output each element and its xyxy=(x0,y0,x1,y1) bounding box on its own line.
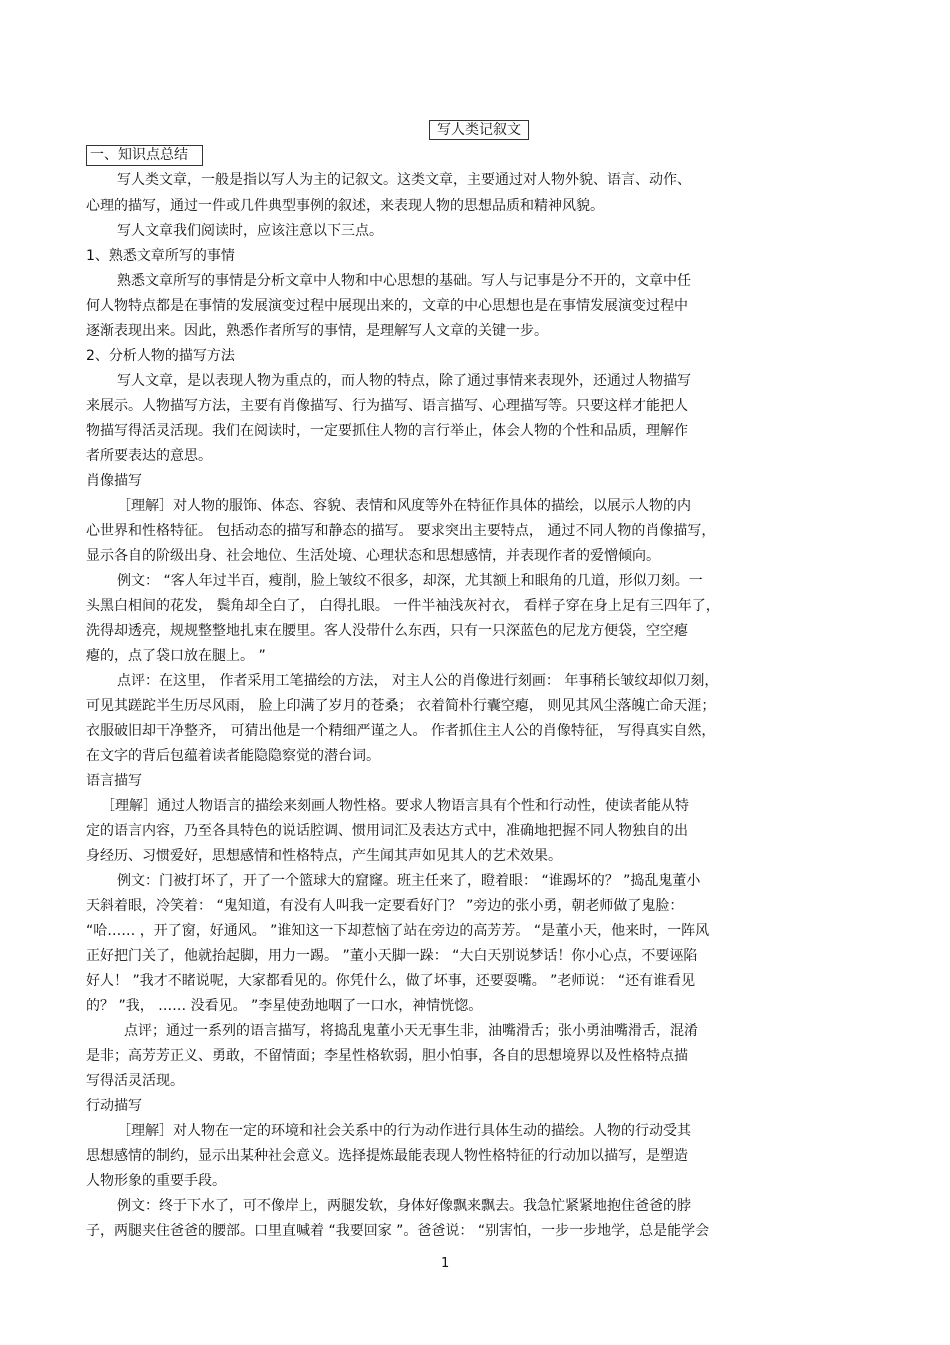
paragraph-line: 衣服破旧却干净整齐， 可猜出他是一个精细严谨之人。 作者抓住主人公的肖像特征， 写得真实自然， xyxy=(86,723,716,739)
page-number: 1 xyxy=(441,1256,450,1271)
paragraph-line: 物描写得活灵活现。我们在阅读时，一定要抓住人物的言行举止，体会人物的个性和品质，理解作 xyxy=(86,423,688,439)
paragraph-line: 心世界和性格特征。 包括动态的描写和静态的描写。 要求突出主要特点， 通过不同人物的肖像描写， xyxy=(86,523,716,539)
paragraph-line: 身经历、习惯爱好，思想感情和性格特点，产生闻其声如见其人的艺术效果。 xyxy=(86,848,562,864)
paragraph-line: 心理的描写，通过一件或几件典型事例的叙述，来表现人物的思想品质和精神风貌。 xyxy=(86,198,604,214)
paragraph-line: ［理解］对人物在一定的环境和社会关系中的行为动作进行具体生动的描绘。人物的行动受其 xyxy=(117,1123,691,1139)
paragraph-line: 瘪的，点了袋口放在腿上。 ” xyxy=(86,648,266,664)
paragraph-line: 是非；高芳芳正义、勇敢，不留情面；李星性格软弱，胆小怕事，各自的思想境界以及性格特点描 xyxy=(86,1048,688,1064)
subheading: 1、熟悉文章所写的事情 xyxy=(86,248,235,264)
paragraph-line: 定的语言内容，乃至各具特色的说话腔调、惯用词汇及表达方式中，准确地把握不同人物独自的出 xyxy=(86,823,688,839)
paragraph-line: 在文字的背后包蕴着读者能隐隐察觉的潜台词。 xyxy=(86,748,380,764)
paragraph-line: 洗得却透亮，规规整整地扎束在腰里。客人没带什么东西，只有一只深蓝色的尼龙方便袋，空空瘪 xyxy=(86,623,688,639)
paragraph-line: 写得活灵活现。 xyxy=(86,1073,184,1089)
paragraph-line: 人物形象的重要手段。 xyxy=(86,1173,226,1189)
paragraph-line: 写人文章，是以表现人物为重点的，而人物的特点，除了通过事情来表现外，还通过人物描写 xyxy=(117,373,691,389)
paragraph-line: 写人类文章，一般是指以写人为主的记叙文。这类文章，主要通过对人物外貌、语言、动作、 xyxy=(117,172,691,188)
subheading: 2、分析人物的描写方法 xyxy=(86,348,235,364)
paragraph-line: 者所要表达的意思。 xyxy=(86,448,212,464)
document-title: 写人类记叙文 xyxy=(429,120,529,140)
paragraph-line: 逐渐表现出来。因此，熟悉作者所写的事情，是理解写人文章的关键一步。 xyxy=(86,323,548,339)
paragraph-line: 正好把门关了，他就抬起脚，用力一踢。 ”董小天脚一跺： “大白天别说梦话！你小心点，不要诬陷 xyxy=(86,948,698,964)
paragraph-line: 例文：门被打坏了，开了一个篮球大的窟窿。班主任来了，瞪着眼： “谁踢坏的？ ”捣乱鬼董小 xyxy=(117,873,701,889)
paragraph-line: 来展示。人物描写方法，主要有肖像描写、行为描写、语言描写、心理描写等。只要这样才能把人 xyxy=(86,398,688,414)
paragraph-line: 何人物特点都是在事情的发展演变过程中展现出来的，文章的中心思想也是在事情发展演变过程中 xyxy=(86,298,688,314)
paragraph-line: 头黑白相间的花发， 鬓角却全白了， 白得扎眼。 一件半袖浅灰衬衣， 看样子穿在身上足有三四年了， xyxy=(86,598,720,614)
paragraph-line: 点评；通过一系列的语言描写，将捣乱鬼董小天无事生非，油嘴滑舌；张小勇油嘴滑舌，混淆 xyxy=(124,1023,698,1039)
paragraph-line: 熟悉文章所写的事情是分析文章中人物和中心思想的基础。写人与记事是分不开的，文章中任 xyxy=(117,273,691,289)
section-heading: 一、知识点总结 xyxy=(86,145,203,166)
paragraph-line: “哈…… ，开了窗，好通风。 ”谁知这一下却惹恼了站在旁边的高芳芳。 “是董小天，他来时，一阵风 xyxy=(86,923,710,939)
paragraph-line: 显示各自的阶级出身、社会地位、生活处境、心理状态和思想感情，并表现作者的爱憎倾向。 xyxy=(86,548,660,564)
paragraph-line: 写人文章我们阅读时，应该注意以下三点。 xyxy=(117,223,383,239)
subheading: 语言描写 xyxy=(86,773,142,789)
paragraph-line: 子，两腿夹住爸爸的腰部。口里直喊着 “我要回家 ”。爸爸说： “别害怕，一步一步地学，总是能学会 xyxy=(86,1223,710,1239)
paragraph-line: 好人！ ”我才不睹说呢，大家都看见的。你凭什么，做了坏事，还要耍嘴。 ”老师说： “还有谁看见 xyxy=(86,973,696,989)
subheading: 肖像描写 xyxy=(86,473,142,489)
subheading: 行动描写 xyxy=(86,1098,142,1114)
paragraph-line: 思想感情的制约，显示出某种社会意义。选择提炼最能表现人物性格特征的行动加以描写，是塑造 xyxy=(86,1148,688,1164)
paragraph-line: 例文： “客人年过半百，瘦削，脸上皱纹不很多，却深，尤其额上和眼角的几道，形似刀刻。一 xyxy=(117,573,703,589)
paragraph-line: ［理解］对人物的服饰、体态、容貌、表情和风度等外在特征作具体的描绘，以展示人物的内 xyxy=(117,498,691,514)
paragraph-line: 可见其蹉跎半生历尽风雨， 脸上印满了岁月的苍桑； 衣着简朴行囊空瘪， 则见其风尘落魄亡命天涯； xyxy=(86,698,716,714)
paragraph-line: ［理解］通过人物语言的描绘来刻画人物性格。要求人物语言具有个性和行动性，使读者能从特 xyxy=(101,798,689,814)
paragraph-line: 的？ ”我， …… 没看见。 ”李星使劲地咽了一口水，神情恍惚。 xyxy=(86,998,483,1014)
paragraph-line: 例文：终于下水了，可不像岸上，两腿发软，身体好像飘来飘去。我急忙紧紧地抱住爸爸的脖 xyxy=(117,1198,691,1214)
paragraph-line: 天斜着眼，冷笑着： “鬼知道，有没有人叫我一定要看好门？ ”旁边的张小勇，朝老师做了鬼脸： xyxy=(86,898,684,914)
paragraph-line: 点评：在这里， 作者采用工笔描绘的方法， 对主人公的肖像进行刻画： 年事稍长皱纹却似刀刻， xyxy=(117,673,719,689)
